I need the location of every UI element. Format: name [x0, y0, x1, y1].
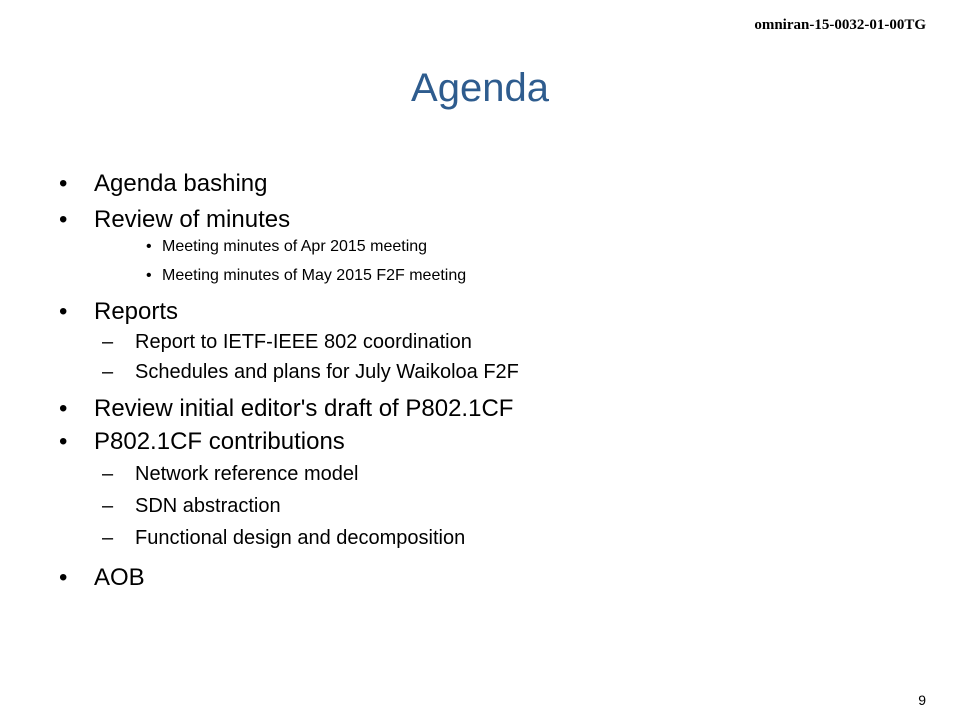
agenda-subitem — [102, 495, 281, 518]
agenda-subitem — [102, 361, 519, 384]
agenda-item-text: Functional design and decomposition — [135, 527, 466, 549]
agenda-item — [59, 298, 178, 326]
dash-icon: – — [102, 463, 114, 485]
agenda-item — [59, 170, 267, 198]
dash-icon: – — [102, 527, 114, 549]
agenda-subitem — [102, 527, 465, 550]
bullet-icon: • — [146, 267, 152, 284]
agenda-item-text: Review initial editor's draft of P802.1CF — [94, 395, 514, 422]
agenda-subitem — [146, 238, 427, 256]
dash-icon: – — [102, 331, 114, 353]
bullet-icon: • — [59, 170, 68, 197]
bullet-icon: • — [59, 395, 68, 422]
agenda-item-text: AOB — [94, 564, 145, 591]
agenda-item-text: Schedules and plans for July Waikoloa F2F — [135, 361, 519, 383]
agenda-item-text: P802.1CF contributions — [94, 428, 345, 455]
agenda-subitem — [146, 267, 466, 285]
slide-title: Agenda — [411, 66, 549, 110]
doc-id: omniran-15-0032-01-00TG — [754, 17, 926, 33]
bullet-icon: • — [59, 428, 68, 455]
agenda-item-text: Report to IETF-IEEE 802 coordination — [135, 331, 472, 353]
agenda-item-text: Meeting minutes of Apr 2015 meeting — [162, 238, 428, 255]
agenda-subitem — [102, 463, 358, 486]
agenda-item — [59, 395, 513, 423]
agenda-item — [59, 564, 145, 592]
agenda-subitem — [102, 331, 472, 354]
agenda-item-text: Meeting minutes of May 2015 F2F meeting — [162, 267, 467, 284]
agenda-item-text: SDN abstraction — [135, 495, 281, 517]
dash-icon: – — [102, 495, 114, 517]
agenda-item — [59, 206, 290, 234]
agenda-item-text: Agenda bashing — [94, 170, 268, 197]
bullet-icon: • — [59, 564, 68, 591]
agenda-item-text: Reports — [94, 298, 179, 325]
bullet-icon: • — [59, 298, 68, 325]
agenda-item-text: Review of minutes — [94, 206, 291, 233]
agenda-item — [59, 428, 345, 456]
agenda-item-text: Network reference model — [135, 463, 359, 485]
bullet-icon: • — [146, 238, 152, 255]
bullet-icon: • — [59, 206, 68, 233]
page-number: 9 — [918, 692, 926, 708]
dash-icon: – — [102, 361, 114, 383]
